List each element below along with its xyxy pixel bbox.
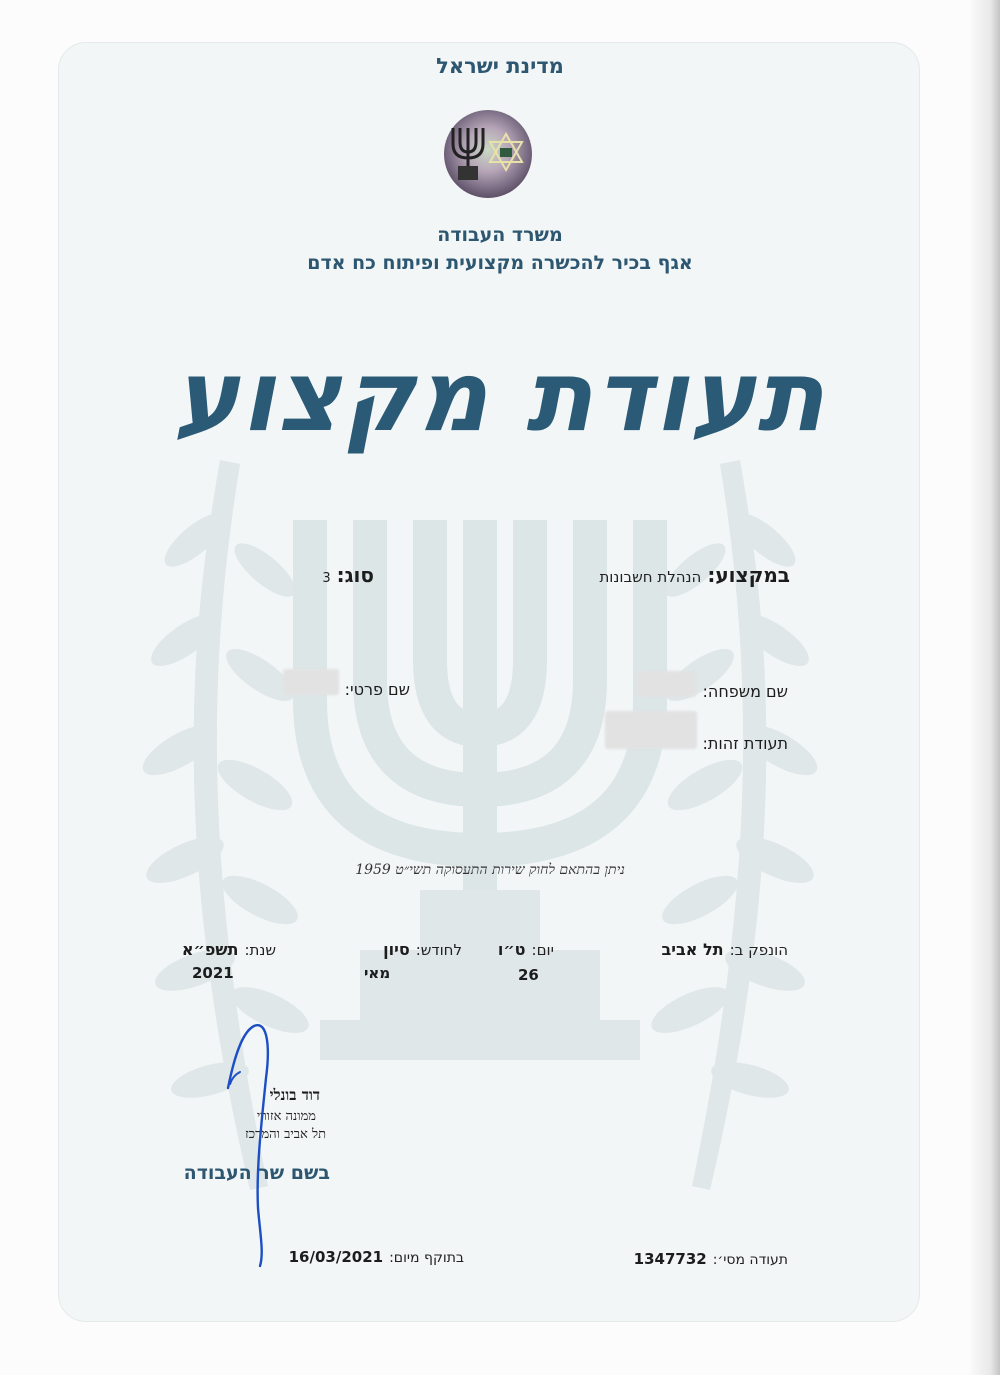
issued-place-value: תל אביב xyxy=(661,940,724,959)
id-number-field xyxy=(605,711,788,753)
on-behalf-of-minister: בשם שר העבודה xyxy=(183,1162,330,1184)
first-name-redacted xyxy=(283,669,339,695)
grade-value: 3 xyxy=(322,571,331,586)
issued-day-hebrew: ט״ו xyxy=(497,940,526,959)
profession-value: הנהלת חשבונות xyxy=(599,568,702,586)
issued-year-label: שנת: xyxy=(244,941,276,959)
issued-month-label: לחודש: xyxy=(415,941,462,959)
issued-month-field xyxy=(383,940,462,959)
signatory-region: תל אביב והמרכז xyxy=(245,1127,326,1142)
issued-day-field xyxy=(498,940,554,959)
first-name-field xyxy=(283,669,410,699)
profession-label: במקצוע: xyxy=(707,563,790,587)
family-name-field xyxy=(636,671,788,701)
validity-field xyxy=(289,1248,464,1266)
issued-month-name: מאי xyxy=(364,964,391,982)
issued-day-label: יום: xyxy=(531,941,554,959)
signatory-role: ממונה אזורי xyxy=(256,1109,316,1124)
certificate-number-field xyxy=(634,1250,788,1268)
validity-date: 16/03/2021 xyxy=(288,1248,384,1266)
state-of-israel-heading: מדינת ישראל xyxy=(436,54,564,78)
id-number-redacted xyxy=(605,711,697,749)
first-name-label: שם פרטי: xyxy=(344,680,410,699)
issued-year-number: 2021 xyxy=(192,964,234,982)
signatory-name: דוד בונלי xyxy=(269,1086,320,1104)
certificate-title: תעודת מקצוע xyxy=(173,340,827,454)
issued-year-hebrew: תשפ״א xyxy=(181,940,239,959)
signature-icon xyxy=(220,1018,290,1268)
issued-day-number: 26 xyxy=(518,966,539,984)
family-name-label: שם משפחה: xyxy=(702,682,788,701)
menorah-watermark-icon xyxy=(100,430,860,1230)
issued-place-field xyxy=(662,940,788,959)
issued-month-hebrew: סיון xyxy=(383,940,410,959)
grade-label: סוג: xyxy=(336,563,374,587)
issued-place-label: הונפק ב: xyxy=(729,941,788,959)
scan-edge-shadow xyxy=(968,0,1000,1375)
menorah-emblem-icon xyxy=(428,108,548,200)
family-name-redacted xyxy=(636,671,696,697)
grade-field xyxy=(322,563,374,587)
ministry-heading: משרד העבודה xyxy=(437,224,563,246)
certificate-number-value: 1347732 xyxy=(633,1250,707,1268)
division-heading: אגף בכיר להכשרה מקצועית ופיתוח כח אדם xyxy=(307,252,693,274)
certificate-number-label: תעודה מסי׳: xyxy=(712,1252,788,1268)
id-number-label: תעודת זהות: xyxy=(702,734,788,753)
profession-field xyxy=(599,563,790,587)
law-text: ניתן בהתאם לחוק שירות התעסוקה תשי״ט 1959 xyxy=(355,862,625,878)
issued-year-field xyxy=(182,940,276,959)
validity-label: בתוקף מיום: xyxy=(389,1250,464,1266)
